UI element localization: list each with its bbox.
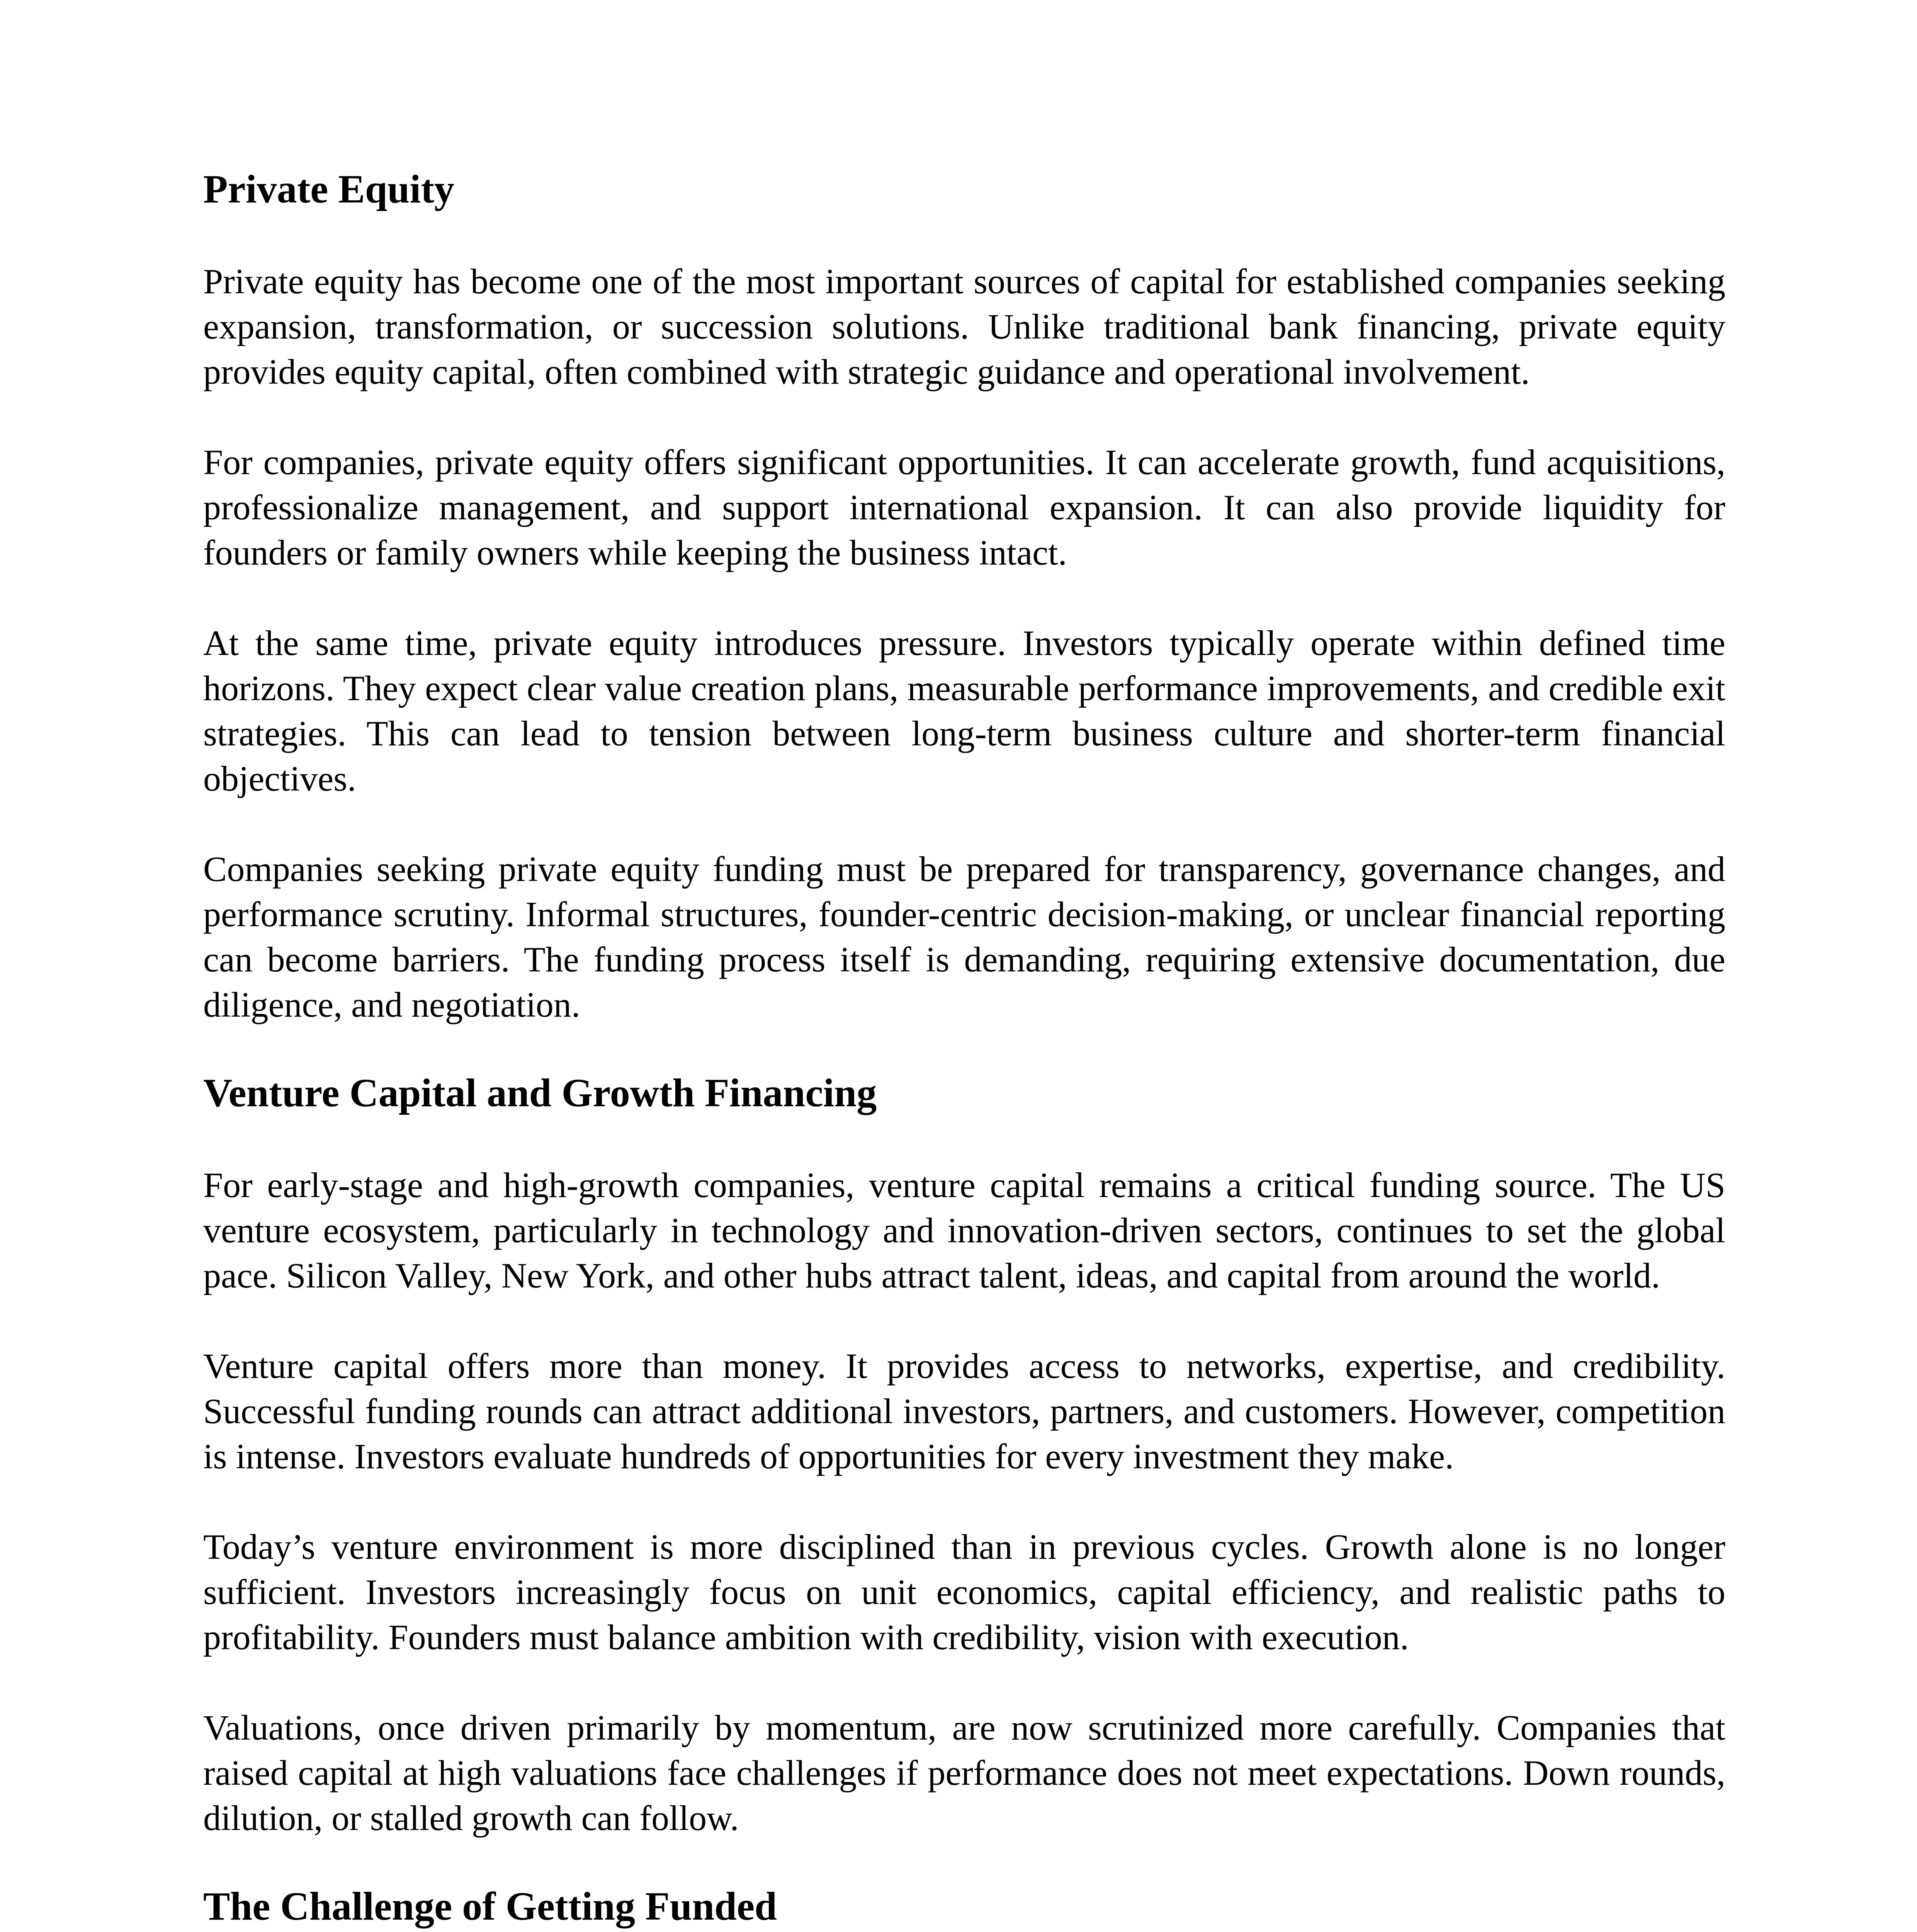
paragraph: Companies seeking private equity funding must be prepared for transparency, governance changes, and performance scrutiny. Informal structures, founder-centric decision-making, or unclear financial reporting can become barriers. The funding process itself is demanding, requiring extensive documentation, due diligence, and negotiation. (203, 849, 1725, 1024)
paragraph: Valuations, once driven primarily by momentum, are now scrutinized more carefully. Companies that raised capital at high valuations face challenges if performance does not meet expectations. Down rounds, dilution, or stalled growth can follow. (203, 1708, 1725, 1838)
section-heading: Private Equity (203, 167, 454, 211)
paragraph: Today’s venture environment is more disciplined than in previous cycles. Growth alone is no longer sufficient. Investors increasingly focus on unit economics, capital efficiency, and realistic paths to profitability. Founders must balance ambition with credibility, vision with execution. (203, 1527, 1725, 1657)
paragraph: For early-stage and high-growth companies, venture capital remains a critical funding source. The US venture ecosystem, particularly in technology and innovation-driven sectors, continues to set the global pace. Silicon Valley, New York, and other hubs attract talent, ideas, and capital from around the world. (203, 1165, 1725, 1295)
section-heading: Venture Capital and Growth Financing (203, 1071, 877, 1115)
paragraph: Venture capital offers more than money. It provides access to networks, expertise, and credibility. Successful funding rounds can attract additional investors, partners, and customers. However, competition is intense. Investors evaluate hundreds of opportunities for every investment they make. (203, 1346, 1725, 1476)
page-content (203, 164, 1725, 1932)
paragraph: For companies, private equity offers significant opportunities. It can accelerate growth, fund acquisitions, professionalize management, and support international expansion. It can also provide liquidity for founders or family owners while keeping the business intact. (203, 442, 1725, 572)
section-getting-funded (203, 1881, 1725, 1932)
section-heading: The Challenge of Getting Funded (203, 1884, 777, 1929)
paragraph: At the same time, private equity introduces pressure. Investors typically operate within defined time horizons. They expect clear value creation plans, measurable performance improvements, and credible exit strategies. This can lead to tension between long-term business culture and shorter-term financial objectives. (203, 623, 1725, 798)
section-private-equity (203, 164, 1725, 1027)
section-venture-capital (203, 1068, 1725, 1841)
paragraph: Private equity has become one of the most important sources of capital for established companies seeking expansion, transformation, or succession solutions. Unlike traditional bank financing, private equity provides equity capital, often combined with strategic guidance and operational involvement. (203, 262, 1725, 391)
